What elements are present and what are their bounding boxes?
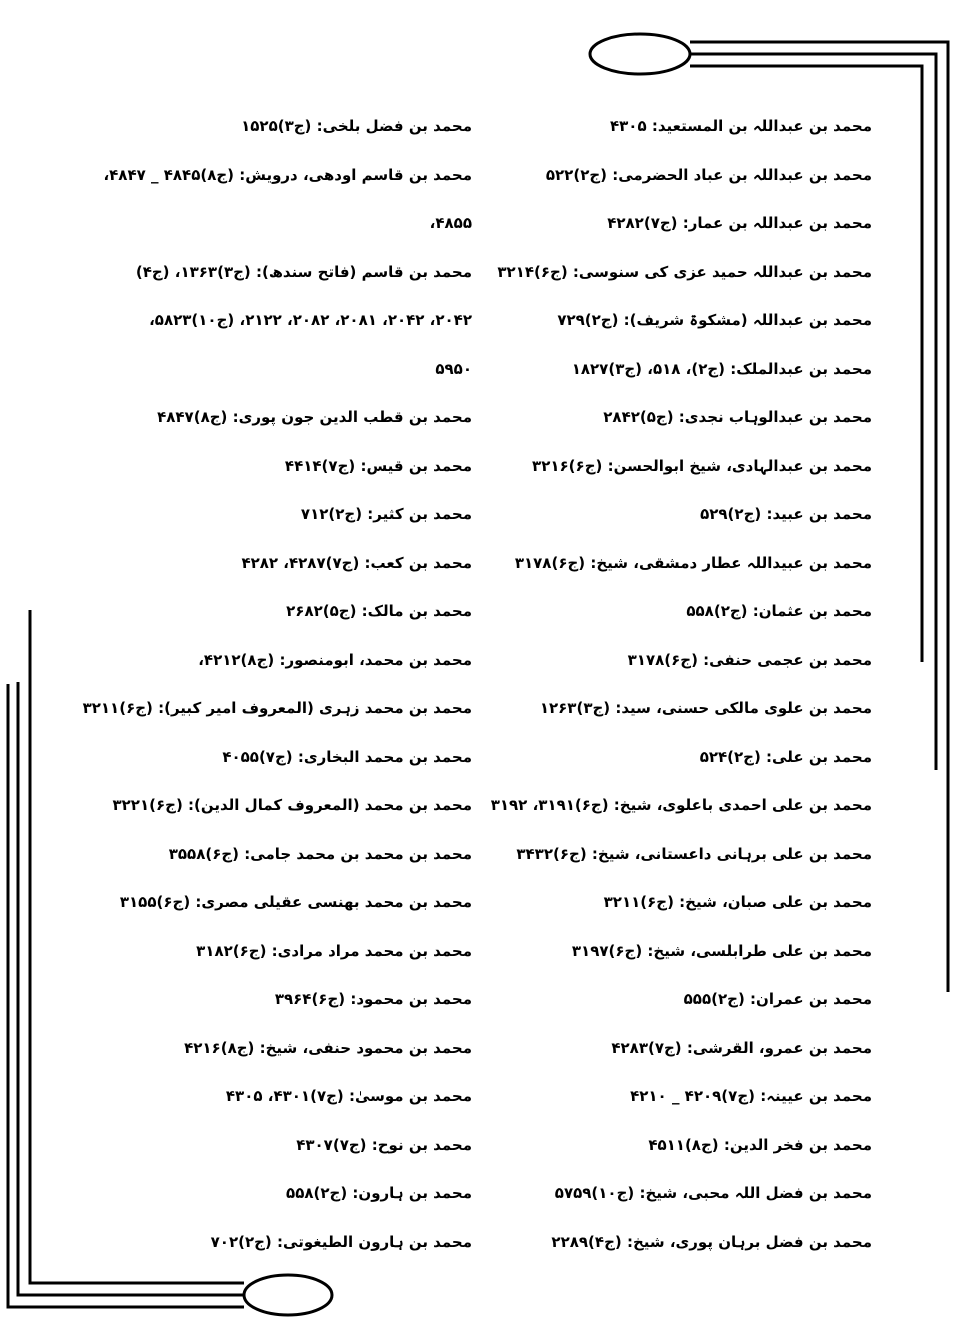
index-entry: محمد بن محمد بن محمد جامی: (ج۶)۳۵۵۸ bbox=[168, 844, 472, 863]
index-entry: محمد بن محمد زہری (المعروف امیر کبیر): (ج۶)۳۲۱۱ bbox=[82, 699, 472, 717]
index-entry: محمد بن عبید: (ج۲)۵۲۹ bbox=[700, 505, 872, 523]
index-entry: محمد بن محمود حنفی، شیخ: (ج۸)۴۲۱۶ bbox=[184, 1038, 472, 1057]
index-entry: محمد بن عجمی حنفی: (ج۶)۳۱۷۸ bbox=[627, 650, 872, 669]
index-entry: محمد بن محمد، ابومنصور: (ج۸)۴۲۱۲، bbox=[198, 650, 472, 669]
index-entry: محمد بن فضل بلخی: (ج۳)۱۵۲۵ bbox=[241, 117, 472, 135]
index-entry: محمد بن علوی مالکی حسنی، سید: (ج۳)۱۲۶۳ bbox=[539, 699, 872, 717]
index-entry: محمد بن فخر الدین: (ج۸)۴۵۱۱ bbox=[648, 1135, 872, 1154]
index-entry: محمد بن قیس: (ج۷)۴۴۱۴ bbox=[284, 456, 472, 475]
index-entry: محمد بن نوح: (ج۷)۴۳۰۷ bbox=[296, 1135, 472, 1154]
index-entry: محمد بن عبداللہ حمید عزی کی سنوسی: (ج۶)۳۲۱۴ bbox=[497, 262, 872, 281]
index-entry: محمد بن ہارون: (ج۲)۵۵۸ bbox=[286, 1184, 472, 1202]
index-entry: محمد بن علی: (ج۲)۵۲۴ bbox=[699, 747, 872, 766]
index-entry: محمد بن علی برہانی داعستانی، شیخ: (ج۶)۳۴۳۲ bbox=[516, 844, 872, 863]
bottom-oval-ornament bbox=[244, 1275, 332, 1315]
index-entry: محمد بن عمرو، القرشی: (ج۷)۴۲۸۳ bbox=[611, 1038, 872, 1057]
index-entry: محمد بن محمود: (ج۶)۳۹۶۴ bbox=[274, 990, 472, 1008]
index-entry: محمد بن عبیداللہ عطار دمشقی، شیخ: (ج۶)۳۱۷۸ bbox=[514, 553, 872, 572]
index-entry: محمد بن عبداللہ (مشکوۃ شریف): (ج۲)۷۲۹ bbox=[557, 311, 872, 329]
index-entry: محمد بن عمران: (ج۲)۵۵۵ bbox=[683, 990, 872, 1008]
index-entry: محمد بن ہارون الطیغوتی: (ج۲)۷۰۲ bbox=[210, 1232, 472, 1251]
index-entry: محمد بن قاسم اودھی، درویش: (ج۸)۴۸۴۵ _ ۴۸۴۷، bbox=[103, 165, 472, 184]
index-entry: محمد بن محمد البخاری: (ج۷)۴۰۵۵ bbox=[222, 747, 472, 766]
index-entry: محمد بن فضل برہان پوری، شیخ: (ج۴)۲۲۸۹ bbox=[551, 1232, 872, 1251]
index-entry: محمد بن محمد مراد مرادی: (ج۶)۳۱۸۲ bbox=[196, 941, 472, 960]
index-entry: محمد بن قطب الدین جون پوری: (ج۸)۴۸۴۷ bbox=[157, 408, 472, 426]
index-entry: محمد بن موسیٰ: (ج۷)۴۳۰۱، ۴۳۰۵ bbox=[225, 1087, 472, 1105]
index-column-right bbox=[490, 102, 872, 1266]
index-entry: محمد بن عبداللہ بن المستعید: ۴۳۰۵ bbox=[609, 117, 872, 135]
index-entry: محمد بن عبدالہادی، شیخ ابوالحسن: (ج۶)۳۲۱۶ bbox=[532, 456, 872, 475]
index-entry: محمد بن کعب: (ج۷)۴۲۸۷، ۴۲۸۲ bbox=[241, 553, 472, 572]
index-entry: محمد بن مالک: (ج۵)۲۶۸۲ bbox=[286, 602, 472, 620]
index-entry: محمد بن عیینہ: (ج۷)۴۲۰۹ _ ۴۲۱۰ bbox=[630, 1087, 872, 1105]
index-entry: محمد بن فضل اللہ محبی، شیخ: (ج۱۰)۵۷۵۹ bbox=[554, 1184, 872, 1202]
index-entry: محمد بن علی طرابلسی، شیخ: (ج۶)۳۱۹۷ bbox=[571, 941, 872, 960]
index-entry-continuation: ۵۹۵۰ bbox=[435, 359, 472, 378]
index-entry: محمد بن علی احمدی باعلوی، شیخ: (ج۶)۳۱۹۱، ۳۱۹۲ bbox=[490, 796, 872, 814]
index-entry: محمد بن عبدالوہاب نجدی: (ج۵)۲۸۴۲ bbox=[603, 408, 872, 426]
index-entry-continuation: ۴۸۵۵، bbox=[429, 214, 472, 232]
index-column-left bbox=[72, 102, 472, 1266]
index-entry: محمد بن قاسم (فاتح سندھ): (ج۳)۱۳۶۳، (ج۴) bbox=[135, 262, 472, 281]
index-entry: محمد بن عبداللہ بن عباد الحضرمی: (ج۲)۵۲۲ bbox=[545, 165, 872, 184]
index-entry: محمد بن عبداللہ بن عمار: (ج۷)۴۲۸۲ bbox=[607, 214, 872, 232]
top-oval-ornament bbox=[590, 34, 690, 74]
index-entry: محمد بن محمد بھنسی عقیلی مصری: (ج۶)۳۱۵۵ bbox=[119, 893, 472, 911]
index-entry-continuation: ۲۰۴۲، ۲۰۴۲، ۲۰۸۱، ۲۰۸۲، ۲۱۲۲، (ج۱۰)۵۸۲۳، bbox=[149, 311, 472, 329]
index-entry: محمد بن کثیر: (ج۲)۷۱۲ bbox=[300, 505, 472, 523]
index-entry: محمد بن عبدالملک: (ج۲)، ۵۱۸، (ج۳)۱۸۲۷ bbox=[571, 359, 872, 378]
index-entry: محمد بن محمد (المعروف کمال الدین): (ج۶)۳۲۲۱ bbox=[112, 796, 472, 814]
index-entry: محمد بن علی صبان، شیخ: (ج۶)۳۲۱۱ bbox=[603, 893, 872, 911]
index-entry: محمد بن عثمان: (ج۲)۵۵۸ bbox=[686, 602, 872, 620]
